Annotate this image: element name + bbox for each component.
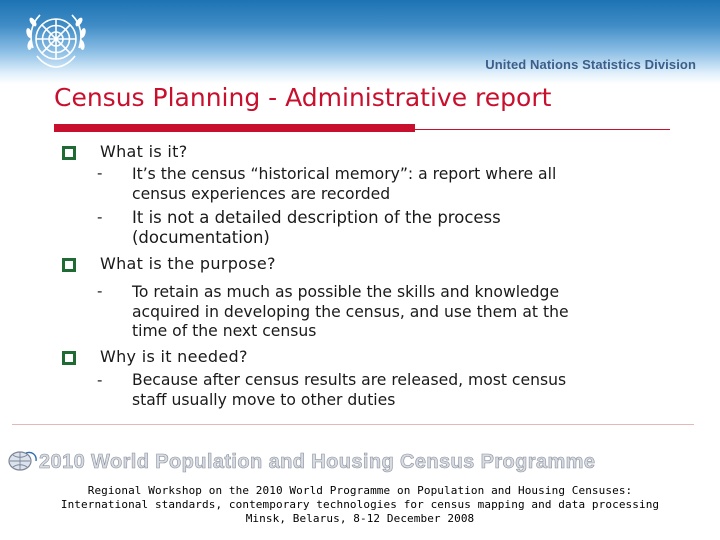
header-band: [0, 0, 720, 84]
dash-bullet: -: [97, 371, 103, 389]
question-heading: What is it?: [100, 142, 188, 161]
title-underline: [54, 124, 670, 132]
dash-bullet: -: [97, 208, 103, 226]
square-bullet-icon: [62, 351, 76, 365]
organization-name: United Nations Statistics Division: [485, 57, 696, 72]
point-text: It is not a detailed description of the process (documentation): [132, 208, 501, 247]
point-text: Because after census results are released, most census staff usually move to other duties: [132, 371, 567, 409]
footer-divider: [12, 424, 694, 425]
question-heading: Why is it needed?: [100, 347, 248, 366]
question-heading: What is the purpose?: [100, 254, 276, 273]
square-bullet-icon: [62, 258, 76, 272]
point-text: It’s the census “historical memory”: a report where all census experiences are recorded: [132, 165, 557, 203]
point-text: To retain as much as possible the skills and knowledge acquired in developing the census, and use them at the time of the next census: [132, 283, 569, 340]
workshop-info: Regional Workshop on the 2010 World Programme on Population and Housing Censuses: International standards, contemporary technologies for census mapping and data processing Minsk, Belarus, 8-12 December 2008: [60, 484, 660, 525]
dash-bullet: -: [97, 164, 103, 182]
globe-icon: [6, 449, 38, 473]
un-emblem-icon: [15, 6, 97, 74]
programme-banner: [6, 448, 678, 474]
square-bullet-icon: [62, 146, 76, 160]
dash-bullet: -: [97, 282, 103, 300]
slide-title: Census Planning - Administrative report: [54, 83, 552, 112]
programme-title: 2010 World Population and Housing Census Programme: [39, 451, 596, 473]
